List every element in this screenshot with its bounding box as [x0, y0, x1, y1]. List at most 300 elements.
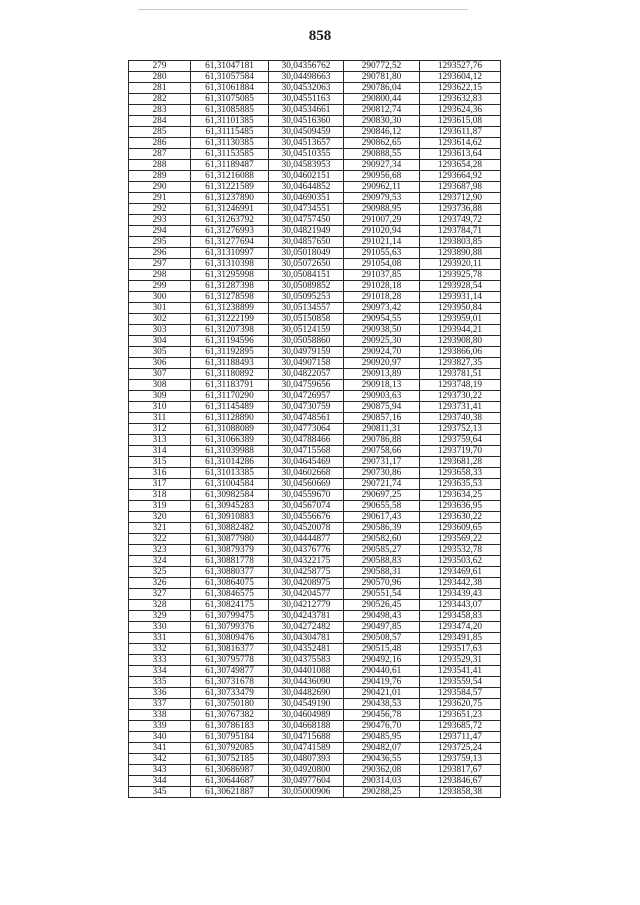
latitude-cell: 61,31278598	[191, 292, 269, 303]
point-number-cell: 343	[129, 765, 191, 776]
longitude-cell: 30,05134557	[269, 303, 344, 314]
x-coordinate-cell: 290962,11	[344, 182, 420, 193]
longitude-cell: 30,04857650	[269, 237, 344, 248]
y-coordinate-cell: 1293759,64	[420, 435, 501, 446]
y-coordinate-cell: 1293636,95	[420, 501, 501, 512]
x-coordinate-cell: 290888,55	[344, 149, 420, 160]
x-coordinate-cell: 290875,94	[344, 402, 420, 413]
latitude-cell: 61,31221589	[191, 182, 269, 193]
point-number-cell: 317	[129, 479, 191, 490]
longitude-cell: 30,04583953	[269, 160, 344, 171]
longitude-cell: 30,04551163	[269, 94, 344, 105]
point-number-cell: 327	[129, 589, 191, 600]
table-row	[129, 314, 501, 325]
y-coordinate-cell: 1293858,38	[420, 787, 501, 798]
point-number-cell: 325	[129, 567, 191, 578]
table-row	[129, 446, 501, 457]
x-coordinate-cell: 291054,08	[344, 259, 420, 270]
table-row	[129, 743, 501, 754]
x-coordinate-cell: 290585,27	[344, 545, 420, 556]
table-row	[129, 193, 501, 204]
longitude-cell: 30,04602668	[269, 468, 344, 479]
x-coordinate-cell: 290697,25	[344, 490, 420, 501]
longitude-cell: 30,04920800	[269, 765, 344, 776]
longitude-cell: 30,04258775	[269, 567, 344, 578]
x-coordinate-cell: 290526,45	[344, 600, 420, 611]
x-coordinate-cell: 290903,63	[344, 391, 420, 402]
top-rule	[138, 9, 468, 10]
x-coordinate-cell: 290758,66	[344, 446, 420, 457]
x-coordinate-cell: 290570,96	[344, 578, 420, 589]
x-coordinate-cell: 290956,68	[344, 171, 420, 182]
y-coordinate-cell: 1293503,62	[420, 556, 501, 567]
latitude-cell: 61,31237890	[191, 193, 269, 204]
table-row	[129, 556, 501, 567]
x-coordinate-cell: 290586,39	[344, 523, 420, 534]
latitude-cell: 61,30881778	[191, 556, 269, 567]
y-coordinate-cell: 1293613,64	[420, 149, 501, 160]
longitude-cell: 30,04534661	[269, 105, 344, 116]
longitude-cell: 30,05095253	[269, 292, 344, 303]
table-row	[129, 622, 501, 633]
x-coordinate-cell: 291055,63	[344, 248, 420, 259]
y-coordinate-cell: 1293529,31	[420, 655, 501, 666]
table-row	[129, 534, 501, 545]
longitude-cell: 30,04748561	[269, 413, 344, 424]
table-row	[129, 545, 501, 556]
longitude-cell: 30,04559670	[269, 490, 344, 501]
point-number-cell: 315	[129, 457, 191, 468]
latitude-cell: 61,30786183	[191, 721, 269, 732]
point-number-cell: 331	[129, 633, 191, 644]
longitude-cell: 30,04356762	[269, 61, 344, 72]
y-coordinate-cell: 1293664,92	[420, 171, 501, 182]
y-coordinate-cell: 1293752,13	[420, 424, 501, 435]
table-row	[129, 600, 501, 611]
x-coordinate-cell: 290438,53	[344, 699, 420, 710]
latitude-cell: 61,31115485	[191, 127, 269, 138]
latitude-cell: 61,30799475	[191, 611, 269, 622]
table-row	[129, 72, 501, 83]
y-coordinate-cell: 1293635,53	[420, 479, 501, 490]
table-row	[129, 259, 501, 270]
latitude-cell: 61,30686987	[191, 765, 269, 776]
point-number-cell: 300	[129, 292, 191, 303]
y-coordinate-cell: 1293944,21	[420, 325, 501, 336]
longitude-cell: 30,04757450	[269, 215, 344, 226]
y-coordinate-cell: 1293630,22	[420, 512, 501, 523]
longitude-cell: 30,04520078	[269, 523, 344, 534]
longitude-cell: 30,04726957	[269, 391, 344, 402]
x-coordinate-cell: 290314,03	[344, 776, 420, 787]
longitude-cell: 30,04322175	[269, 556, 344, 567]
table-row	[129, 215, 501, 226]
table-row	[129, 303, 501, 314]
y-coordinate-cell: 1293959,01	[420, 314, 501, 325]
longitude-cell: 30,04602151	[269, 171, 344, 182]
latitude-cell: 61,31189487	[191, 160, 269, 171]
table-row	[129, 347, 501, 358]
latitude-cell: 61,31013385	[191, 468, 269, 479]
table-row	[129, 644, 501, 655]
point-number-cell: 305	[129, 347, 191, 358]
y-coordinate-cell: 1293615,08	[420, 116, 501, 127]
latitude-cell: 61,30910883	[191, 512, 269, 523]
x-coordinate-cell: 290482,07	[344, 743, 420, 754]
longitude-cell: 30,04668188	[269, 721, 344, 732]
longitude-cell: 30,04690351	[269, 193, 344, 204]
point-number-cell: 333	[129, 655, 191, 666]
point-number-cell: 289	[129, 171, 191, 182]
x-coordinate-cell: 290857,16	[344, 413, 420, 424]
y-coordinate-cell: 1293681,28	[420, 457, 501, 468]
y-coordinate-cell: 1293803,85	[420, 237, 501, 248]
x-coordinate-cell: 290497,85	[344, 622, 420, 633]
y-coordinate-cell: 1293730,22	[420, 391, 501, 402]
longitude-cell: 30,04243781	[269, 611, 344, 622]
y-coordinate-cell: 1293651,23	[420, 710, 501, 721]
point-number-cell: 335	[129, 677, 191, 688]
y-coordinate-cell: 1293890,88	[420, 248, 501, 259]
x-coordinate-cell: 290800,44	[344, 94, 420, 105]
point-number-cell: 330	[129, 622, 191, 633]
longitude-cell: 30,04436090	[269, 677, 344, 688]
y-coordinate-cell: 1293731,41	[420, 402, 501, 413]
y-coordinate-cell: 1293443,07	[420, 600, 501, 611]
y-coordinate-cell: 1293781,51	[420, 369, 501, 380]
table-row	[129, 237, 501, 248]
x-coordinate-cell: 290498,43	[344, 611, 420, 622]
y-coordinate-cell: 1293458,83	[420, 611, 501, 622]
point-number-cell: 309	[129, 391, 191, 402]
point-number-cell: 312	[129, 424, 191, 435]
longitude-cell: 30,04644852	[269, 182, 344, 193]
x-coordinate-cell: 290515,48	[344, 644, 420, 655]
y-coordinate-cell: 1293584,57	[420, 688, 501, 699]
x-coordinate-cell: 290913,89	[344, 369, 420, 380]
table-row	[129, 523, 501, 534]
table-row	[129, 105, 501, 116]
point-number-cell: 313	[129, 435, 191, 446]
latitude-cell: 61,31207398	[191, 325, 269, 336]
y-coordinate-cell: 1293725,24	[420, 743, 501, 754]
y-coordinate-cell: 1293491,85	[420, 633, 501, 644]
latitude-cell: 61,31276993	[191, 226, 269, 237]
point-number-cell: 338	[129, 710, 191, 721]
table-row	[129, 226, 501, 237]
point-number-cell: 314	[129, 446, 191, 457]
table-row	[129, 160, 501, 171]
table-row	[129, 754, 501, 765]
point-number-cell: 321	[129, 523, 191, 534]
x-coordinate-cell: 290582,60	[344, 534, 420, 545]
table-row	[129, 402, 501, 413]
x-coordinate-cell: 290979,53	[344, 193, 420, 204]
longitude-cell: 30,04376776	[269, 545, 344, 556]
x-coordinate-cell: 290973,42	[344, 303, 420, 314]
x-coordinate-cell: 290456,78	[344, 710, 420, 721]
latitude-cell: 61,31310398	[191, 259, 269, 270]
latitude-cell: 61,31238899	[191, 303, 269, 314]
x-coordinate-cell: 290781,80	[344, 72, 420, 83]
point-number-cell: 296	[129, 248, 191, 259]
point-number-cell: 287	[129, 149, 191, 160]
longitude-cell: 30,05072650	[269, 259, 344, 270]
y-coordinate-cell: 1293559,54	[420, 677, 501, 688]
x-coordinate-cell: 290419,76	[344, 677, 420, 688]
point-number-cell: 336	[129, 688, 191, 699]
x-coordinate-cell: 290786,04	[344, 83, 420, 94]
longitude-cell: 30,04759656	[269, 380, 344, 391]
x-coordinate-cell: 290508,57	[344, 633, 420, 644]
longitude-cell: 30,04907158	[269, 358, 344, 369]
longitude-cell: 30,04715568	[269, 446, 344, 457]
table-row	[129, 204, 501, 215]
longitude-cell: 30,04645469	[269, 457, 344, 468]
latitude-cell: 61,30816377	[191, 644, 269, 655]
point-number-cell: 337	[129, 699, 191, 710]
longitude-cell: 30,04549190	[269, 699, 344, 710]
longitude-cell: 30,04741589	[269, 743, 344, 754]
latitude-cell: 61,31277694	[191, 237, 269, 248]
point-number-cell: 294	[129, 226, 191, 237]
point-number-cell: 286	[129, 138, 191, 149]
table-row	[129, 182, 501, 193]
x-coordinate-cell: 291021,14	[344, 237, 420, 248]
x-coordinate-cell: 290862,65	[344, 138, 420, 149]
table-row	[129, 171, 501, 182]
longitude-cell: 30,04556676	[269, 512, 344, 523]
table-row	[129, 633, 501, 644]
x-coordinate-cell: 290920,97	[344, 358, 420, 369]
longitude-cell: 30,04822057	[269, 369, 344, 380]
y-coordinate-cell: 1293931,14	[420, 292, 501, 303]
point-number-cell: 326	[129, 578, 191, 589]
table-row	[129, 787, 501, 798]
table-row	[129, 479, 501, 490]
x-coordinate-cell: 290588,31	[344, 567, 420, 578]
y-coordinate-cell: 1293748,19	[420, 380, 501, 391]
longitude-cell: 30,04977604	[269, 776, 344, 787]
y-coordinate-cell: 1293928,54	[420, 281, 501, 292]
longitude-cell: 30,04509459	[269, 127, 344, 138]
point-number-cell: 344	[129, 776, 191, 787]
y-coordinate-cell: 1293784,71	[420, 226, 501, 237]
point-number-cell: 293	[129, 215, 191, 226]
y-coordinate-cell: 1293624,36	[420, 105, 501, 116]
longitude-cell: 30,04401088	[269, 666, 344, 677]
table-row	[129, 61, 501, 72]
latitude-cell: 61,31153585	[191, 149, 269, 160]
longitude-cell: 30,04212779	[269, 600, 344, 611]
table-row	[129, 677, 501, 688]
latitude-cell: 61,31145489	[191, 402, 269, 413]
x-coordinate-cell: 290655,58	[344, 501, 420, 512]
y-coordinate-cell: 1293950,84	[420, 303, 501, 314]
y-coordinate-cell: 1293634,25	[420, 490, 501, 501]
y-coordinate-cell: 1293632,83	[420, 94, 501, 105]
longitude-cell: 30,04510355	[269, 149, 344, 160]
y-coordinate-cell: 1293604,12	[420, 72, 501, 83]
point-number-cell: 320	[129, 512, 191, 523]
latitude-cell: 61,30792085	[191, 743, 269, 754]
x-coordinate-cell: 291028,18	[344, 281, 420, 292]
x-coordinate-cell: 291037,85	[344, 270, 420, 281]
latitude-cell: 61,31194596	[191, 336, 269, 347]
x-coordinate-cell: 290492,16	[344, 655, 420, 666]
longitude-cell: 30,04821949	[269, 226, 344, 237]
table-row	[129, 468, 501, 479]
y-coordinate-cell: 1293532,78	[420, 545, 501, 556]
latitude-cell: 61,30809476	[191, 633, 269, 644]
y-coordinate-cell: 1293712,90	[420, 193, 501, 204]
y-coordinate-cell: 1293920,11	[420, 259, 501, 270]
y-coordinate-cell: 1293711,47	[420, 732, 501, 743]
point-number-cell: 316	[129, 468, 191, 479]
table-row	[129, 369, 501, 380]
point-number-cell: 329	[129, 611, 191, 622]
table-row	[129, 765, 501, 776]
point-number-cell: 302	[129, 314, 191, 325]
longitude-cell: 30,04352481	[269, 644, 344, 655]
coordinates-table	[128, 60, 501, 798]
latitude-cell: 61,30621887	[191, 787, 269, 798]
point-number-cell: 301	[129, 303, 191, 314]
table-row	[129, 721, 501, 732]
point-number-cell: 303	[129, 325, 191, 336]
x-coordinate-cell: 290362,08	[344, 765, 420, 776]
x-coordinate-cell: 290421,01	[344, 688, 420, 699]
x-coordinate-cell: 290918,13	[344, 380, 420, 391]
y-coordinate-cell: 1293740,38	[420, 413, 501, 424]
latitude-cell: 61,31101385	[191, 116, 269, 127]
latitude-cell: 61,30877980	[191, 534, 269, 545]
point-number-cell: 299	[129, 281, 191, 292]
latitude-cell: 61,30749877	[191, 666, 269, 677]
x-coordinate-cell: 291020,94	[344, 226, 420, 237]
latitude-cell: 61,30824175	[191, 600, 269, 611]
point-number-cell: 306	[129, 358, 191, 369]
longitude-cell: 30,04560669	[269, 479, 344, 490]
y-coordinate-cell: 1293622,15	[420, 83, 501, 94]
point-number-cell: 324	[129, 556, 191, 567]
longitude-cell: 30,05000906	[269, 787, 344, 798]
x-coordinate-cell: 290476,70	[344, 721, 420, 732]
latitude-cell: 61,31075085	[191, 94, 269, 105]
point-number-cell: 291	[129, 193, 191, 204]
x-coordinate-cell: 290925,30	[344, 336, 420, 347]
latitude-cell: 61,31004584	[191, 479, 269, 490]
latitude-cell: 61,30752185	[191, 754, 269, 765]
longitude-cell: 30,05084151	[269, 270, 344, 281]
latitude-cell: 61,31039988	[191, 446, 269, 457]
point-number-cell: 341	[129, 743, 191, 754]
x-coordinate-cell: 290721,74	[344, 479, 420, 490]
x-coordinate-cell: 290786,88	[344, 435, 420, 446]
y-coordinate-cell: 1293611,87	[420, 127, 501, 138]
y-coordinate-cell: 1293685,72	[420, 721, 501, 732]
latitude-cell: 61,31088089	[191, 424, 269, 435]
point-number-cell: 284	[129, 116, 191, 127]
latitude-cell: 61,31180892	[191, 369, 269, 380]
table-row	[129, 688, 501, 699]
point-number-cell: 285	[129, 127, 191, 138]
table-row	[129, 248, 501, 259]
point-number-cell: 339	[129, 721, 191, 732]
point-number-cell: 298	[129, 270, 191, 281]
latitude-cell: 61,30733479	[191, 688, 269, 699]
latitude-cell: 61,30846575	[191, 589, 269, 600]
latitude-cell: 61,31295998	[191, 270, 269, 281]
latitude-cell: 61,31085885	[191, 105, 269, 116]
longitude-cell: 30,04444877	[269, 534, 344, 545]
x-coordinate-cell: 290731,17	[344, 457, 420, 468]
point-number-cell: 311	[129, 413, 191, 424]
table-row	[129, 567, 501, 578]
table-row	[129, 501, 501, 512]
coordinates-table-body	[129, 61, 501, 798]
latitude-cell: 61,30767382	[191, 710, 269, 721]
latitude-cell: 61,30982584	[191, 490, 269, 501]
y-coordinate-cell: 1293749,72	[420, 215, 501, 226]
longitude-cell: 30,05058860	[269, 336, 344, 347]
point-number-cell: 342	[129, 754, 191, 765]
longitude-cell: 30,04730759	[269, 402, 344, 413]
latitude-cell: 61,30799376	[191, 622, 269, 633]
latitude-cell: 61,31263792	[191, 215, 269, 226]
latitude-cell: 61,30882482	[191, 523, 269, 534]
y-coordinate-cell: 1293541,41	[420, 666, 501, 677]
point-number-cell: 279	[129, 61, 191, 72]
y-coordinate-cell: 1293474,20	[420, 622, 501, 633]
point-number-cell: 334	[129, 666, 191, 677]
y-coordinate-cell: 1293759,13	[420, 754, 501, 765]
longitude-cell: 30,04516360	[269, 116, 344, 127]
y-coordinate-cell: 1293439,43	[420, 589, 501, 600]
x-coordinate-cell: 290436,55	[344, 754, 420, 765]
latitude-cell: 61,30880377	[191, 567, 269, 578]
point-number-cell: 288	[129, 160, 191, 171]
y-coordinate-cell: 1293866,06	[420, 347, 501, 358]
y-coordinate-cell: 1293654,28	[420, 160, 501, 171]
longitude-cell: 30,04375583	[269, 655, 344, 666]
longitude-cell: 30,05124159	[269, 325, 344, 336]
point-number-cell: 328	[129, 600, 191, 611]
latitude-cell: 61,30795184	[191, 732, 269, 743]
y-coordinate-cell: 1293736,88	[420, 204, 501, 215]
point-number-cell: 345	[129, 787, 191, 798]
table-row	[129, 710, 501, 721]
x-coordinate-cell: 290846,12	[344, 127, 420, 138]
y-coordinate-cell: 1293817,67	[420, 765, 501, 776]
x-coordinate-cell: 290812,74	[344, 105, 420, 116]
longitude-cell: 30,04532063	[269, 83, 344, 94]
table-row	[129, 270, 501, 281]
y-coordinate-cell: 1293908,80	[420, 336, 501, 347]
latitude-cell: 61,31066389	[191, 435, 269, 446]
table-row	[129, 358, 501, 369]
longitude-cell: 30,04204577	[269, 589, 344, 600]
point-number-cell: 308	[129, 380, 191, 391]
y-coordinate-cell: 1293719,70	[420, 446, 501, 457]
longitude-cell: 30,04567074	[269, 501, 344, 512]
point-number-cell: 307	[129, 369, 191, 380]
latitude-cell: 61,31183791	[191, 380, 269, 391]
point-number-cell: 318	[129, 490, 191, 501]
point-number-cell: 322	[129, 534, 191, 545]
table-row	[129, 589, 501, 600]
x-coordinate-cell: 290811,31	[344, 424, 420, 435]
